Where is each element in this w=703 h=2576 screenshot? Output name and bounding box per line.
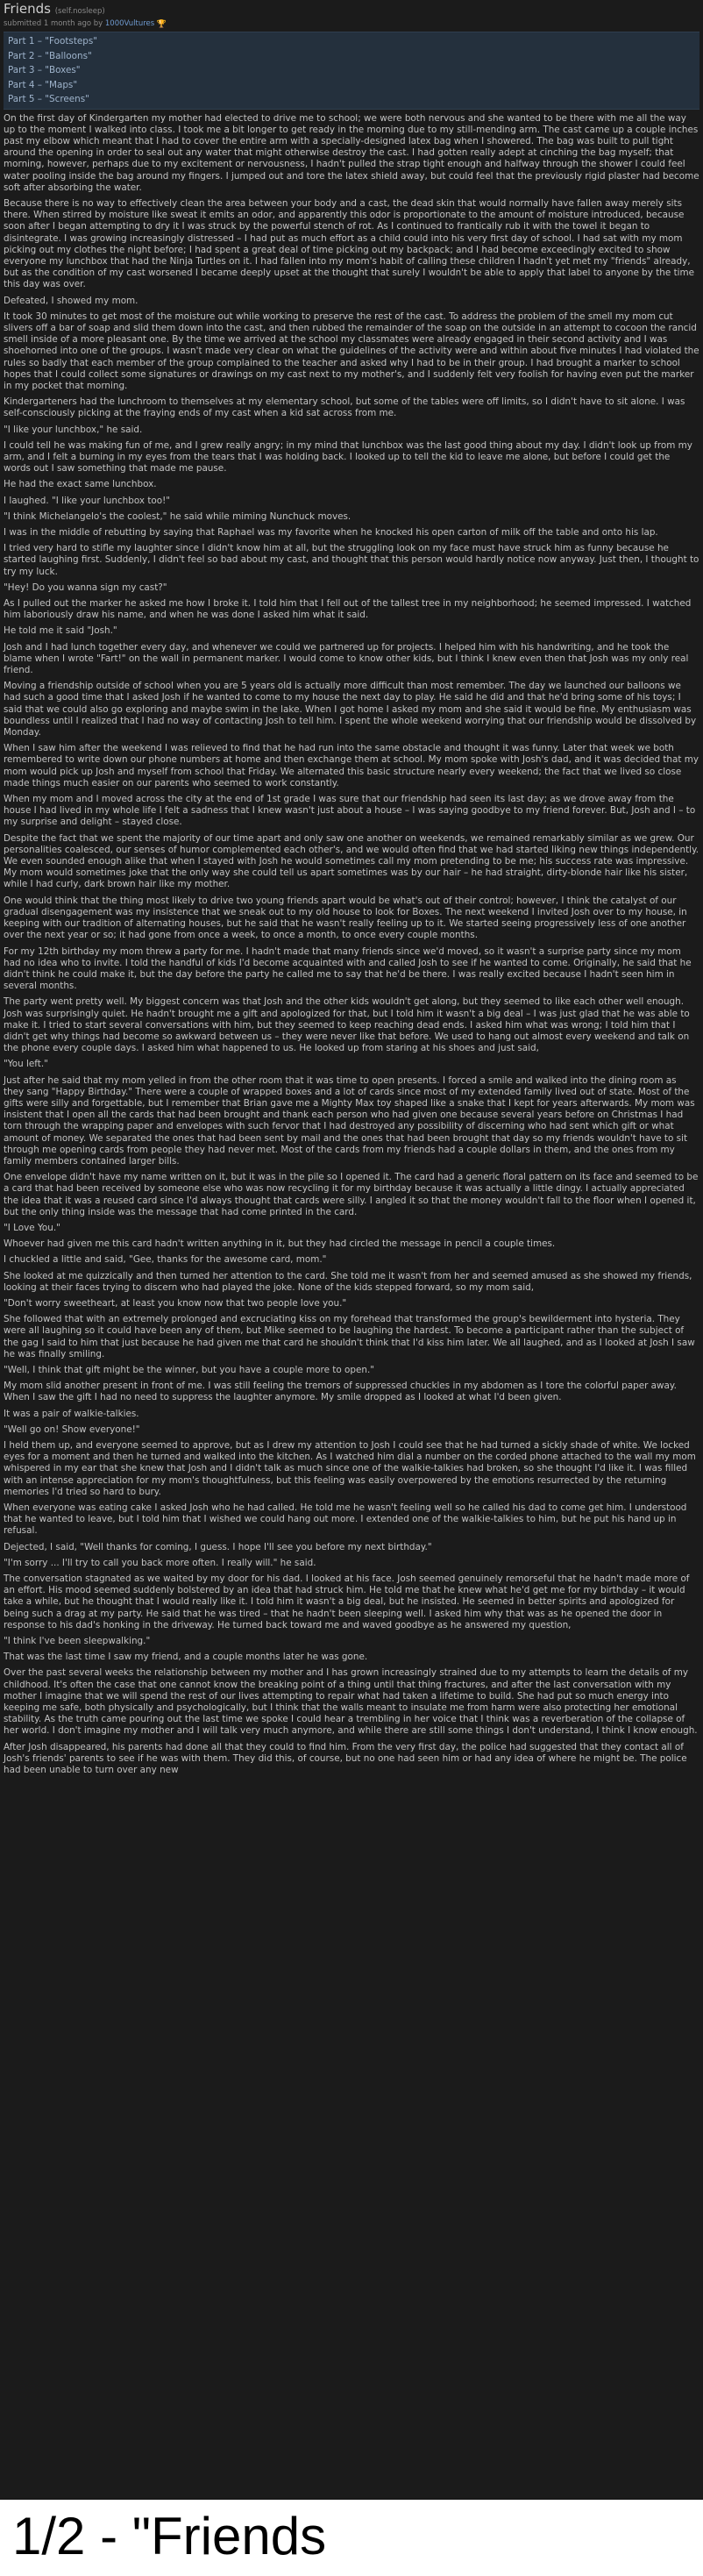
story-paragraph: Defeated, I showed my mom. bbox=[4, 295, 138, 306]
story-paragraph: "I'm sorry ... I'll try to call you back more often. I really will." he said. bbox=[4, 1557, 316, 1568]
author-link[interactable]: 1000Vultures bbox=[104, 19, 155, 28]
story-paragraph: When everyone was eating cake I asked Josh who he had called. He told me he wasn't feeling well so he called his dad to come get him. I understood that he wanted to leave, but I told him that I wished we could hang out more. I extended one of the walkie-talkies to him, but he put his hand up in refusal. bbox=[4, 1502, 687, 1537]
story-paragraph: "I think Michelangelo's the coolest," he said while miming Nunchuck moves. bbox=[4, 510, 352, 522]
submitted-text: submitted 1 month ago by bbox=[4, 19, 105, 28]
story-paragraph: For my 12th birthday my mom threw a party for me. I hadn't made that many friends since we'd moved, so it wasn't a surprise party since my mom had no idea who to invite. I told the handful of kids I'd become acquainted with and called Josh to see if he wanted to come. Originally, he said that he didn't think he could make it, but the day before the party he called me to say that he'd be there. I was really excited because I hadn't seen him in several months. bbox=[4, 945, 692, 992]
story-paragraph: She looked at me quizzically and then turned her attention to the card. She told me it wasn't from her and seemed amused as she showed my friends, looking at their faces trying to discern who had played the joke. None of the kids stepped forward, so my mom said, bbox=[4, 1270, 692, 1293]
story-paragraph: As I pulled out the marker he asked me how I broke it. I told him that I fell out of the tallest tree in my neighborhood; he seemed impressed. I watched him laboriously draw his name, and when he was done I asked him what it said. bbox=[4, 598, 692, 621]
story-paragraph: It was a pair of walkie-talkies. bbox=[4, 1408, 139, 1419]
story-paragraph: "Well, I think that gift might be the winner, but you have a couple more to open." bbox=[4, 1365, 375, 1375]
story-paragraph: "Don't worry sweetheart, at least you know now that two people love you." bbox=[4, 1297, 347, 1309]
story-paragraph: I held them up, and everyone seemed to approve, but as I drew my attention to Josh I could see that he had turned a sickly shade of white. We locked eyes for a moment and then he turned and walked into the kitchen. As I watched him dial a number on the corded phone attached to the wall my mom whispered in my ear that she knew that Josh and I didn't talk as much since one of the walkie-talkies had broken, so she thought I'd like it. I was filled with an intense appreciation for my mom's thoughtfulness, but this feeling was easily overpowered by the emotions resurrected by the returning memories I'd tried so hard to bury. bbox=[4, 1440, 696, 1497]
page-caption: 1/2 - "Friends bbox=[12, 2507, 327, 2565]
story-paragraph: Josh and I had lunch together every day, and whenever we could we partnered up for projects. I helped him with his handwriting, and he took the blame when I wrote "Fart!" on the wall in permanent marker. I would come to know other kids, but I think I knew even then that Josh was my only real friend. bbox=[4, 641, 689, 676]
story-paragraph: Over the past several weeks the relationship between my mother and I has grown increasingly strained due to my attempts to learn the details of my childhood. It's often the case that one cannot know the breaking point of a thing until that thing fractures, and after the last conversation with my mother I imagine that we will spend the rest of our lives attempting to repair what had taken a lifetime to build. She had put so much energy into keeping me safe, both physically and psychologically, but I think that the walls meant to insulate me from harm were also protecting her emotional stability. As the truth came pouring out the last time we spoke I could hear a trembling in her voice that I think was a reverberation of the collapse of her world. I don't imagine my mother and I will talk very much anymore, and while there are still some things I don't understand, I think I know enough. bbox=[4, 1667, 698, 1737]
story-paragraph: I tried very hard to stifle my laughter since I didn't know him at all, but the struggling look on my face must have struck him as funny because he started laughing first. Suddenly, I didn't feel so bad about my cast, and thought that this person would hardly notice now anyway. Just then, I thought to try my luck. bbox=[4, 543, 699, 577]
story-paragraph: Moving a friendship outside of school when you are 5 years old is actually more difficult than most remember. The day we launched our balloons we had such a good time that I asked Josh if he wanted to come to my house the next day to play. He said he did and that he'd bring some of his toys; I said that we could also go exploring and maybe swim in the lake. When I got home I asked my mom and she said it would be fine. My enthusiasm was boundless until I realized that I had no way of contacting Josh to tell him. I spent the whole weekend worrying that our friendship would be dissolved by Monday. bbox=[4, 681, 697, 739]
post-header bbox=[4, 0, 699, 29]
story-paragraph: One envelope didn't have my name written on it, but it was in the pile so I opened it. The card had a generic floral pattern on its face and seemed to be a card that had been received by someone else who was now recycling it for my birthday because it was actually a little dingy. I actually appreciated the idea that it was a reused card since I'd always thought that cards were silly. I angled it so that the money wouldn't fall to the floor when I opened it, but the only thing inside was the message that had come printed in the card. bbox=[4, 1172, 699, 1217]
story-paragraph: "You left." bbox=[4, 1059, 48, 1070]
story-paragraph: The conversation stagnated as we waited by my door for his dad. I looked at his face. Josh seemed genuinely remorseful that he hadn't made more of an effort. His mood seemed suddenly bolstered by an idea that had struck him. He told me that he knew what he'd get me for my birthday – it would take a while, but he thought that I would really like it. I told him it wasn't a big deal, but he insisted. He seemed in better spirits and apologized for being such a drag at my party. He said that he was tired – that he hadn't been sleeping well. I asked him why that was as he opened the door in response to his dad's honking in the driveway. He turned back toward me and waved goodbye as he answered my question, bbox=[4, 1573, 690, 1631]
part-link-5[interactable]: Part 5 – "Screens" bbox=[8, 94, 89, 104]
story-paragraph: Whoever had given me this card hadn't written anything in it, but they had circled the message in pencil a couple times. bbox=[4, 1238, 556, 1250]
story-paragraph: When my mom and I moved across the city at the end of 1st grade I was sure that our friendship had seen its last day; as we drove away from the house I had lived in my whole life I felt a sadness that I knew wasn't just about a house – I was saying goodbye to my friend forever. But, Josh and I – to my surprise and delight – stayed close. bbox=[4, 794, 696, 828]
story-paragraph: On the first day of Kindergarten my mother had elected to drive me to school; we were both nervous and she wanted to be there with me all the way up to the moment I walked into class. I took me a bit longer to get ready in the morning due to my still-mending arm. The cast came up a couple inches past my elbow which meant that I had to cover the entire arm with a specially-designed latex bag when I showered. The bag was built to pull tight around the opening in order to seal out any water that might otherwise destroy the cast. I had gotten really adept at cinching the bag myself; that morning, however, perhaps due to my excitement or nervousness, I hadn't pulled the strap tight enough and halfway through the shower I could feel water pooling inside the bag around my fingers. I jumped out and tore the latex shield away, but could feel that the previously rigid plaster had become soft after absorbing the water. bbox=[4, 112, 699, 193]
story-paragraph: "Well go on! Show everyone!" bbox=[4, 1424, 140, 1435]
story-body bbox=[4, 113, 699, 1777]
post-title[interactable]: Friends bbox=[4, 1, 51, 17]
story-paragraph: "I Love You." bbox=[4, 1222, 60, 1233]
story-paragraph: "Hey! Do you wanna sign my cast?" bbox=[4, 582, 167, 593]
post-domain[interactable]: (self.nosleep) bbox=[54, 7, 105, 16]
story-paragraph: He had the exact same lunchbox. bbox=[4, 479, 157, 490]
story-paragraph: I was in the middle of rebutting by saying that Raphael was my favorite when he knocked his open carton of milk off the table and onto his lap. bbox=[4, 527, 658, 538]
story-paragraph: The party went pretty well. My biggest concern was that Josh and the other kids wouldn't get along, but they seemed to like each other well enough. Josh was surprisingly quiet. He hadn't brought me a gift and apologized for that, but I told him it wasn't a big deal – I was just glad that he was able to make it. I tried to start several conversations with him, but they seemed to keep reaching dead ends. I asked him what was wrong; I told him that I didn't get why things had become so awkward between us – they were never like that before. We used to hang out almost every weekend and talk on the phone every couple days. I asked him what happened to us. He looked up from staring at his shoes and just said, bbox=[4, 996, 690, 1054]
story-paragraph: "I like your lunchbox," he said. bbox=[4, 424, 143, 435]
story-paragraph: After Josh disappeared, his parents had done all that they could to find him. From the very first day, the police had suggested that they contact all of Josh's friends' parents to see if he was with them. They did this, of course, but no one had seen him or had any idea of where he might be. The police had been unable to turn over any new bbox=[4, 1741, 687, 1776]
story-paragraph: It took 30 minutes to get most of the moisture out while working to preserve the rest of the cast. To address the problem of the smell my mom cut slivers off a bar of soap and slid them down into the cast, and then rubbed the remainder of the soap on the outside in an attempt to cocoon the rancid smell inside of a more pleasant one. By the time we arrived at the school my classmates were already engaged in their second activity and I was shoehorned into one of the groups. I wasn't made very clear on what the guidelines of the activity were and within about five minutes I had violated the rules so badly that each member of the group complained to the teacher and asked why I had to be in their group. I had brought a marker to school hopes that I could collect some signatures or drawings on my cast next to my mother's, and I suddenly felt very foolish for having even put the marker in my pocket that morning. bbox=[4, 310, 699, 391]
story-paragraph: I could tell he was making fun of me, and I grew really angry; in my mind that lunchbox was the last good thing about my day. I didn't look up from my arm, and I felt a burning in my eyes from the tears that I was holding back. I looked up to tell the kid to leave me alone, but before I could get the words out I saw something that made me pause. bbox=[4, 439, 692, 475]
story-paragraph: "I think I've been sleepwalking." bbox=[4, 1636, 151, 1647]
part-link-1[interactable]: Part 1 – "Footsteps" bbox=[8, 36, 98, 46]
story-paragraph: I chuckled a little and said, "Gee, thanks for the awesome card, mom." bbox=[4, 1254, 327, 1266]
story-paragraph: Because there is no way to effectively clean the area between your body and a cast, the dead skin that would normally have fallen away merely sits there. When stirred by moisture like sweat it emits an odor, and apparently this odor is proportionate to the amount of moisture introduced, because soon after I began attempting to dry it I was struck by the powerful stench of rot. As I continued to frantically rub it with the towel it began to disintegrate. I was growing increasingly distressed – I had put as much effort as a child could into his very first day of school. I had sat with my mom picking out my clothes the night before; I had spent a great deal of time picking out my backpack; and I had become exceedingly excited to show everyone my lunchbox that had the Ninja Turtles on it. I had fallen into my mom's habit of calling these children I hadn't yet met my "friends" already, but as the condition of my cast worsened I became deeply upset at the thought that surely I wouldn't be able to apply that label to anyone by the time this day was over. bbox=[4, 197, 695, 290]
post-meta bbox=[4, 19, 699, 29]
story-paragraph: Dejected, I said, "Well thanks for coming, I guess. I hope I'll see you before my next birthday." bbox=[4, 1541, 432, 1552]
part-link-2[interactable]: Part 2 – "Balloons" bbox=[8, 50, 92, 61]
story-paragraph: That was the last time I saw my friend, and a couple months later he was gone. bbox=[4, 1652, 368, 1663]
post-title-row bbox=[4, 2, 699, 19]
story-paragraph: She followed that with an extremely prolonged and excruciating kiss on my forehead that transformed the group's bewilderment into hysteria. They were all laughing so it could have been any of them, but Mike seemed to be laughing the hardest. To become a participant rather than the subject of the gag I said to him that just because he had given me that card he shouldn't think that I'd kiss him later. We all laughed, and as I looked at Josh I saw he was finally smiling. bbox=[4, 1314, 695, 1359]
story-paragraph: Kindergarteners had the lunchroom to themselves at my elementary school, but some of the tables were off limits, so I didn't have to sit alone. I was self-consciously picking at the fraying ends of my cast when a kid sat across from me. bbox=[4, 396, 685, 419]
story-paragraph: He told me it said "Josh." bbox=[4, 625, 117, 637]
story-paragraph: I laughed. "I like your lunchbox too!" bbox=[4, 495, 171, 506]
trophy-icon: 🏆 bbox=[156, 20, 167, 29]
parts-list bbox=[4, 32, 699, 110]
story-paragraph: One would think that the thing most likely to drive two young friends apart would be what's out of their control; however, I think the catalyst of our gradual disengagement was my insistence that we sneak out to my old house to look for Boxes. The next weekend I invited Josh over to my house, in keeping with our tradition of alternating houses, but he said that he wasn't really feeling up to it. We started seeing progressively less of one another over the next year or so; it had gone from once a week, to once a month, to once every couple months. bbox=[4, 895, 687, 941]
part-link-4[interactable]: Part 4 – "Maps" bbox=[8, 79, 78, 90]
story-paragraph: When I saw him after the weekend I was relieved to find that he had run into the same obstacle and thought it was funny. Later that week we both remembered to write down our phone numbers at home and then exchange them at school. My mom spoke with Josh's dad, and it was decided that my mom would pick up Josh and myself from school that Friday. We alternated this basic structure nearly every weekend; the fact that we lived so close made things much easier on our parents who seemed to work constantly. bbox=[4, 743, 699, 788]
story-paragraph: Despite the fact that we spent the majority of our time apart and only saw one another on weekends, we remained remarkably similar as we grew. Our personalities coalesced, our senses of humor complemented each other's, and we would often find that we had started liking new things independently. We even sounded enough alike that when I stayed with Josh he would sometimes call my mom pretending to be me; his success rate was impressive. My mom would sometimes joke that the only way she could tell us apart sometimes was by our hair – he had straight, dirty-blonde hair like his sister, while I had curly, dark brown hair like my mother. bbox=[4, 832, 699, 890]
part-link-3[interactable]: Part 3 – "Boxes" bbox=[8, 65, 81, 75]
story-paragraph: My mom slid another present in front of me. I was still feeling the tremors of suppressed chuckles in my abdomen as I tore the colorful paper away. When I saw the gift I had no need to suppress the laughter anymore. My smile dropped as I looked at what I'd been given. bbox=[4, 1381, 677, 1403]
story-paragraph: Just after he said that my mom yelled in from the other room that it was time to open presents. I forced a smile and walked into the dining room as they sang "Happy Birthday." There were a couple of wrapped boxes and a lot of cards since most of my extended family lived out of state. Most of the gifts were silly and forgettable, but I remember that Brian gave me a Mighty Max toy shaped like a snake that I kept for years afterwards. My mom was insistent that I open all the cards that had been brought and thank each person who had given one because several years before on Christmas I had torn through the wrapping paper and envelopes with such fervor that I had destroyed any possibility of discerning who had sent which gift or what amount of money. We separated the ones that had been sent by mail and the ones that had been brought that day so my friends wouldn't have to sit through me opening cards from people they had never met. Most of the cards from my friends had a couple dollars in them, and the ones from my family members contained larger bills. bbox=[4, 1074, 695, 1167]
